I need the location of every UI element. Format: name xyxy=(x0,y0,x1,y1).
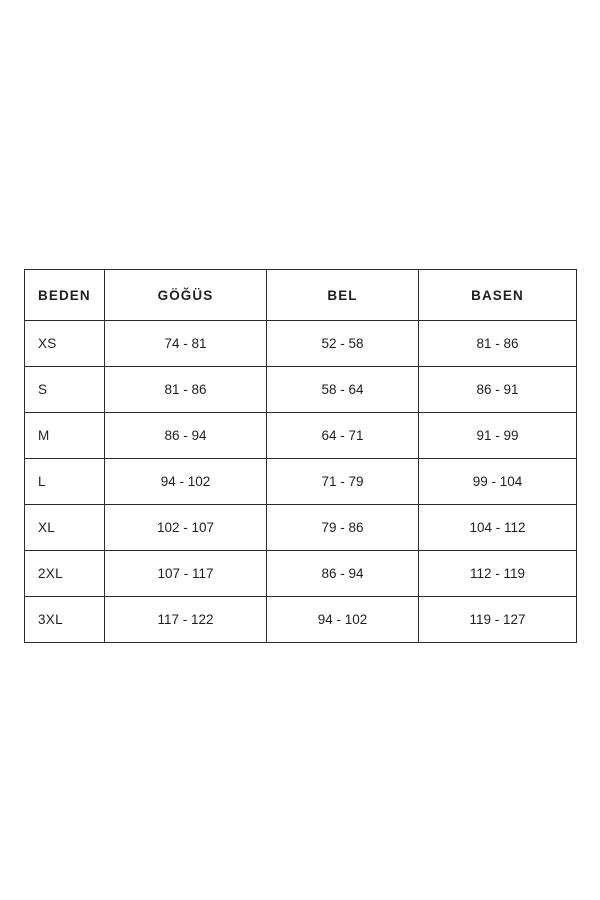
cell-chest: 107 - 117 xyxy=(105,551,267,597)
cell-size: L xyxy=(25,459,105,505)
cell-chest: 94 - 102 xyxy=(105,459,267,505)
cell-hips: 119 - 127 xyxy=(419,597,577,643)
size-chart-container xyxy=(24,269,576,643)
cell-waist: 94 - 102 xyxy=(267,597,419,643)
cell-hips: 86 - 91 xyxy=(419,367,577,413)
table-row xyxy=(25,551,577,597)
cell-waist: 86 - 94 xyxy=(267,551,419,597)
cell-size: M xyxy=(25,413,105,459)
table-header-row xyxy=(25,270,577,321)
cell-hips: 112 - 119 xyxy=(419,551,577,597)
table-row xyxy=(25,459,577,505)
table-body xyxy=(25,321,577,643)
cell-size: XS xyxy=(25,321,105,367)
cell-chest: 81 - 86 xyxy=(105,367,267,413)
cell-chest: 86 - 94 xyxy=(105,413,267,459)
table-header xyxy=(25,270,577,321)
cell-size: XL xyxy=(25,505,105,551)
cell-waist: 52 - 58 xyxy=(267,321,419,367)
table-row xyxy=(25,505,577,551)
column-header-hips: BASEN xyxy=(419,270,577,321)
cell-waist: 58 - 64 xyxy=(267,367,419,413)
table-row xyxy=(25,597,577,643)
table-row xyxy=(25,321,577,367)
cell-size: 3XL xyxy=(25,597,105,643)
cell-hips: 104 - 112 xyxy=(419,505,577,551)
cell-chest: 102 - 107 xyxy=(105,505,267,551)
cell-chest: 74 - 81 xyxy=(105,321,267,367)
cell-size: S xyxy=(25,367,105,413)
column-header-waist: BEL xyxy=(267,270,419,321)
size-chart-table xyxy=(24,269,577,643)
table-row xyxy=(25,367,577,413)
table-row xyxy=(25,413,577,459)
cell-chest: 117 - 122 xyxy=(105,597,267,643)
column-header-size: BEDEN xyxy=(25,270,105,321)
cell-waist: 64 - 71 xyxy=(267,413,419,459)
cell-waist: 71 - 79 xyxy=(267,459,419,505)
cell-hips: 99 - 104 xyxy=(419,459,577,505)
cell-size: 2XL xyxy=(25,551,105,597)
column-header-chest: GÖĞÜS xyxy=(105,270,267,321)
cell-waist: 79 - 86 xyxy=(267,505,419,551)
cell-hips: 91 - 99 xyxy=(419,413,577,459)
cell-hips: 81 - 86 xyxy=(419,321,577,367)
